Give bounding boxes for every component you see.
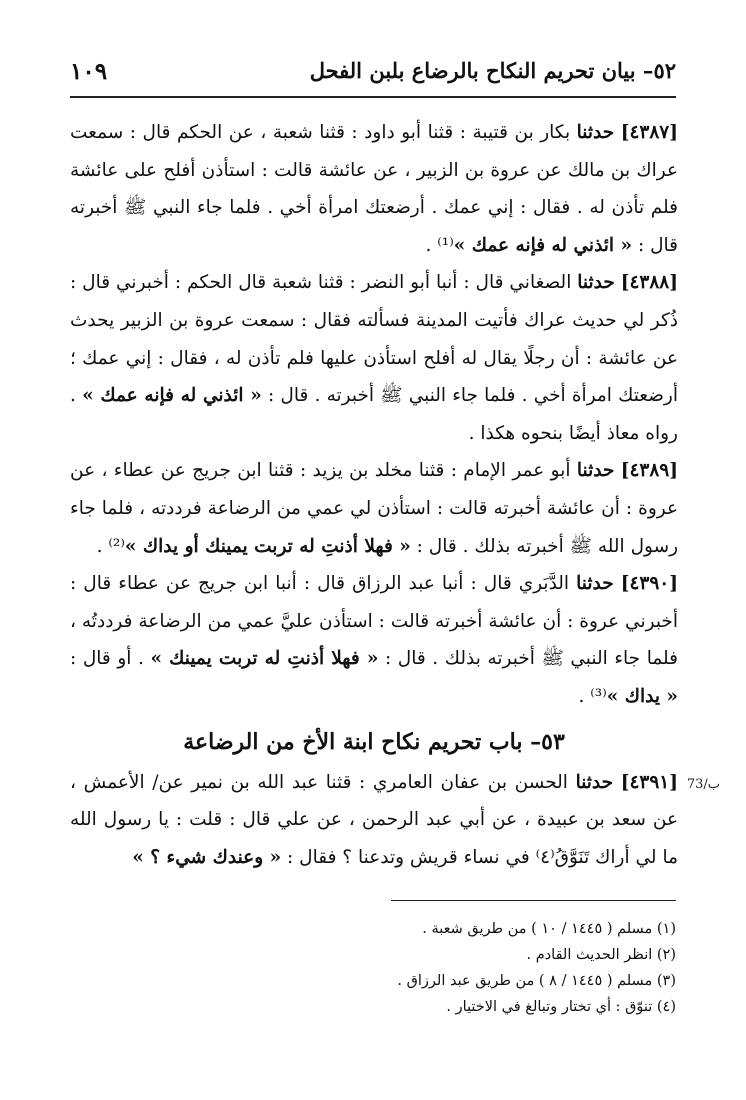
hadith-text-2: . أو قال : bbox=[70, 648, 151, 670]
hadith-4390 bbox=[70, 565, 678, 715]
chapter-title: ٥٣– باب تحريم نكاح ابنة الأخ من الرضاعة bbox=[183, 728, 565, 755]
hadith-text-2: . رواه معاذ أيضًا بنحوه هكذا . bbox=[70, 385, 678, 444]
hadith-text: بكار بن قتيبة : قثنا أبو داود : قثنا شعبة ، عن الحكم قال : سمعت عراك بن مالك عن عروة بن الزبير ، عن عائشة قالت : استأذن أفلح على عائشة فلم تأذن له . فقال : إني عمك . أرضعتك امرأة أخي . فلما جاء النبي ﷺ أخبرته قال : bbox=[70, 122, 678, 256]
hadith-4388 bbox=[70, 264, 678, 452]
hadith-text: الدَّبَري قال : أنبا عبد الرزاق قال : أنبا ابن جريج عن عطاء قال : أخبرني عروة : أن عائشة أخبرته قالت : استأذن عليَّ عمي من الرضاعة فرددتُه ، فلما جاء النبي ﷺ أخبرته بذلك . قال : bbox=[70, 573, 678, 670]
hadith-keyword: حدثنا bbox=[576, 460, 615, 482]
footnote-4: (٤) تنوّق : أي تختار وتبالغ في الاختيار . bbox=[446, 999, 676, 1015]
prophet-quote: « فهلا أذنتِ له تربت يمينك » bbox=[150, 648, 379, 670]
footnotes bbox=[70, 916, 676, 1020]
hadith-number: [٤٣٨٧] bbox=[620, 122, 678, 143]
hadith-text: أبو عمر الإمام : قثنا مخلد بن يزيد : قثنا ابن جريج عن عطاء ، عن عروة : أن عائشة أخبرته قالت : استأذن لي عمي من الرضاعة فرددته ، فلما جاء رسول الله ﷺ أخبرته بذلك . قال : bbox=[70, 460, 678, 557]
footnote-2: (٢) انظر الحديث القادم . bbox=[526, 947, 676, 963]
hadith-number: [٤٣٨٨] bbox=[620, 272, 678, 294]
page-number: ١٠٩ bbox=[70, 58, 108, 85]
hadith-number: [٤٣٩١] bbox=[620, 771, 678, 793]
prophet-quote: « فهلا أذنتِ له تربت يمينك أو يداك » bbox=[124, 535, 411, 557]
prophet-quote: « ائذني له فإنه عمك » bbox=[453, 234, 633, 256]
hadith-4387 bbox=[70, 114, 678, 264]
prophet-quote-2: « يداك » bbox=[606, 685, 678, 707]
hadith-number: [٤٣٩٠] bbox=[620, 573, 678, 595]
hadith-keyword: حدثنا bbox=[575, 771, 614, 793]
footnote-3: (٣) مسلم ( ١٤٤٥ / ٨ ) من طريق عبد الرزاق . bbox=[397, 973, 676, 989]
footnote-1: (١) مسلم ( ١٤٤٥ / ١٠ ) من طريق شعبة . bbox=[422, 921, 676, 937]
manuscript-folio-note: 73/ب bbox=[686, 777, 720, 792]
hadith-text: الحسن بن عفان العامري : قثنا عبد الله بن نمير عن/ الأعمش ، عن سعد بن عبيدة ، عن أبي عبد الرحمن ، عن علي قال : قلت : يا رسول الله ما لي أراك تَنَوَّقُ⁽٤⁾ في نساء قريش وتدعنا ؟ فقال : bbox=[70, 771, 678, 868]
hadith-4389 bbox=[70, 452, 678, 565]
hadith-4391 bbox=[70, 764, 678, 877]
hadith-end: ⁽³⁾ . bbox=[578, 685, 607, 707]
header-rule bbox=[70, 96, 676, 98]
hadith-end: ⁽²⁾ . bbox=[96, 535, 125, 557]
hadith-number: [٤٣٨٩] bbox=[620, 460, 678, 482]
hadith-keyword: حدثنا bbox=[576, 122, 615, 143]
hadith-end: ⁽¹⁾ . bbox=[425, 234, 454, 256]
page-header bbox=[70, 52, 676, 92]
hadith-keyword: حدثنا bbox=[576, 573, 614, 595]
body-text bbox=[70, 114, 678, 876]
footnote-rule bbox=[391, 900, 676, 901]
prophet-quote: « وعندك شيء ؟ » bbox=[132, 846, 282, 868]
prophet-quote: « ائذني له فإنه عمك » bbox=[82, 385, 262, 407]
hadith-text: الصغاني قال : أنبا أبو النضر : قثنا شعبة قال الحكم : أخبرني قال : ذُكر لي حديث عراك فأتيت المدينة فسألته فقال : سمعت عروة بن الزبير يحدث عن عائشة : أن رجلًا يقال له أفلح استأذن عليها فلم تأذن له ، فقال : إني عمك ؛ أرضعتك امرأة أخي . فلما جاء النبي ﷺ أخبرته . قال : bbox=[70, 272, 678, 407]
hadith-keyword: حدثنا bbox=[577, 272, 615, 294]
running-title: ٥٢– بيان تحريم النكاح بالرضاع بلبن الفحل bbox=[309, 58, 676, 83]
